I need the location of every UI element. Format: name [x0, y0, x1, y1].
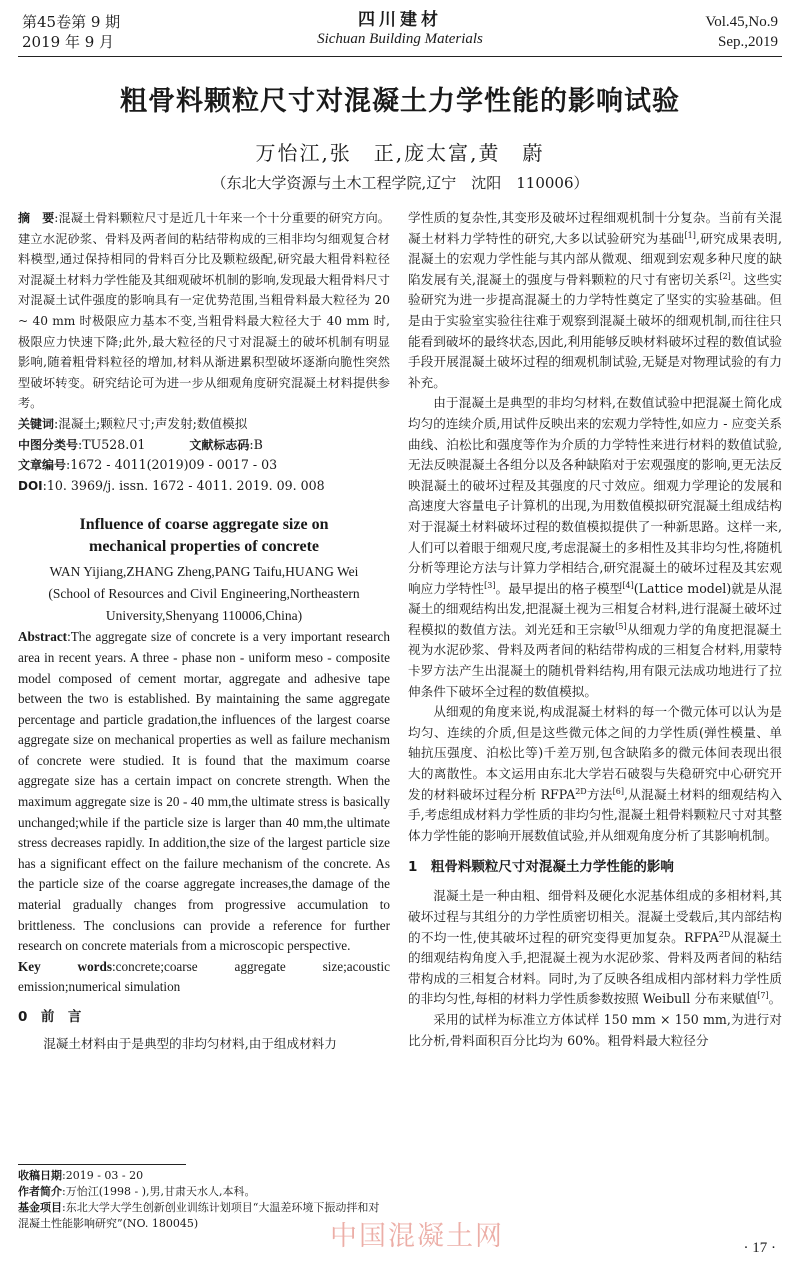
text-run: 学性质的复杂性,其变形及破坏过程细观机制十分复杂。当前有关混凝土材料力学特性的研究,大多以试验研究为基础	[408, 210, 782, 246]
abstract-en	[18, 627, 390, 957]
fund-label: 基金项目	[18, 1201, 62, 1214]
text-run: 由于混凝土是典型的非均匀材料,在数值试验中把混凝土简化成均匀的连续介质,用试件反映出来的宏观力学特性,如应力 - 应变关系曲线、泊松比和强度等作为介质的力学特性来进行材料的数值试验,无法反映混凝土各组分以及各种缺陷对于宏观强度的影响,更无法反映混凝土的破坏过程及其强度的尺寸效应。细观力学理论的发展和高速度大容量电子计算机的出现,为用数值模拟研究混凝土组成结构对于混凝土材料破坏过程的数值模拟提供了一种新思路。这样一来,人们可以着眼于细观尺度,考虑混凝土的多相性及其非均匀性,将随机分析等理论方法与计算力学相结合,研究混凝土的破坏过程及其宏观响应力学特性	[408, 395, 782, 596]
paper-title: 粗骨料颗粒尺寸对混凝土力学性能的影响试验	[120, 86, 680, 117]
keywords-en	[18, 957, 390, 998]
abstract-en-text: :The aggregate size of concrete is a very important research area in recent years. A three - phase non - uniform meso - composite model composed of cement mortar, aggregate and adhesive tape between the two is established. By maintaining the same aggregate percentage and particle gradation,the influences of the largest coarse aggregate size on mechanical properties as well as failure mechanism of concrete were studied. It is found that the maximum coarse aggregate size has a certain impact on concrete strength. When the maximum aggregate size is 20 - 40 mm,the ultimate stress is basically unchanged;while if the particle size is larger than 40 mm,the ultimate stress decreases rapidly. In addition,the size of the largest particle size has a significant effect on the failure mechanism of the concrete. As the particle size of the coarse aggregate increases,the damage of the material gradually changes from progressive accumulation to brittleness. The conclusions can provide a reference for further research on concrete materials from a microscopic perspective.	[18, 629, 390, 954]
citation-2: [2]	[719, 271, 731, 281]
intro-paragraph-1	[408, 208, 782, 393]
doc-code-label: 文献标志码	[189, 437, 250, 452]
journal-logo: 四川建材	[358, 10, 442, 30]
issue-date: 2019 年 9 月	[22, 33, 115, 51]
doi-text: :10. 3969/j. issn. 1672 - 4011. 2019. 09. 008	[42, 477, 325, 493]
article-number-label: 文章编号	[18, 458, 67, 473]
author-bio-label: 作者简介	[18, 1185, 62, 1198]
text-run: 。	[768, 991, 782, 1007]
running-header-right	[705, 12, 778, 52]
keywords-cn-text: :混凝土;颗粒尺寸;声发射;数值模拟	[54, 415, 248, 431]
doc-code-text: :B	[249, 436, 263, 452]
english-authors: WAN Yijiang,ZHANG Zheng,PANG Taifu,HUANG Wei	[49, 564, 359, 580]
received-date	[18, 1168, 390, 1184]
text-run: ,研究成果表明,混凝土的宏观力学性能与其内部从微观、细观到宏观多种尺度的缺陷发展有关,混凝土的强度与骨料颗粒的尺寸有密切关系	[408, 230, 782, 287]
section-1-paragraph-2: 采用的试样为标准立方体试样 150 mm × 150 mm,为进行对比分析,骨料面积百分比均为 60%。粗骨料最大粒径分	[408, 1011, 782, 1048]
superscript-2d: 2D	[575, 786, 587, 796]
received-label: 收稿日期	[18, 1169, 62, 1182]
author-list: 万怡江,张 正,庞太富,黄 蔚	[255, 141, 545, 165]
text-run: 从混凝土的细观结构角度入手,把混凝土视为水泥砂浆、骨料及两者间的粘结带构成的三相复合材料。同时,为了反映各组成相内部材料力学性质的非均匀性,每相的材料力学性质参数按照 Weibull 分布来赋值	[408, 929, 783, 1007]
page-number: · 17 ·	[743, 1240, 776, 1256]
citation-3: [3]	[484, 580, 496, 590]
header-rule	[18, 56, 782, 57]
journal-name: Sichuan Building Materials	[317, 31, 483, 47]
volume-issue: 第45卷第 9 期	[22, 13, 121, 31]
superscript-2d: 2D	[718, 929, 731, 939]
issue-date-en: Sep.,2019	[718, 34, 778, 50]
running-header-left	[22, 12, 120, 52]
citation-5: [5]	[615, 621, 627, 631]
fund-text: :东北大学大学生创新创业训练计划项目“大温差环境下振动拌和对混凝土性能影响研究”(NO. 180045)	[18, 1201, 380, 1230]
text-run: (Lattice model)就是从混凝土的细观结构出发,把混凝土视为三相复合材料,进行混凝土破坏过程模拟的数值方法。刘光廷和王宗敏	[408, 580, 782, 637]
section-0-heading: 0 前 言	[18, 1009, 82, 1025]
keywords-cn	[18, 414, 390, 435]
clc-text: :TU528.01	[78, 436, 146, 452]
abstract-cn	[18, 208, 390, 414]
english-affiliation-line1: (School of Resources and Civil Engineering,Northeastern	[48, 586, 360, 602]
text-run: 方法	[586, 786, 613, 802]
intro-paragraph-3	[408, 702, 782, 846]
journal-masthead	[280, 10, 520, 49]
received-text: :2019 - 03 - 20	[62, 1169, 144, 1182]
left-column	[18, 208, 390, 1055]
volume-issue-en: Vol.45,No.9	[705, 14, 778, 30]
article-number	[18, 455, 390, 476]
abstract-en-label: Abstract	[18, 629, 68, 645]
text-run: ,从混凝土材料的细观结构入手,考虑组成材料力学性质的非均匀性,混凝土粗骨料颗粒尺寸对其整体力学性能的影响开展数值试验,并从细观角度分析了其影响机制。	[408, 786, 783, 843]
abstract-cn-label: 摘 要	[18, 211, 55, 225]
keywords-cn-label: 关键词	[18, 416, 55, 431]
section-1-paragraph-1	[408, 886, 782, 1010]
citation-4: [4]	[622, 580, 634, 590]
section-0-paragraph: 混凝土材料由于是典型的非均匀材料,由于组成材料力	[43, 1036, 337, 1051]
english-affiliation-line2: University,Shenyang 110006,China)	[105, 608, 303, 624]
affiliation: （东北大学资源与土木工程学院,辽宁 沈阳 110006）	[211, 174, 589, 192]
english-title-line2: mechanical properties of concrete	[88, 538, 319, 556]
keywords-en-text: :concrete;coarse aggregate size;acoustic emission;numerical simulation	[18, 958, 390, 995]
author-bio-text: :万怡江(1998 - ),男,甘肃天水人,本科。	[62, 1185, 256, 1198]
text-run: 从细观力学的角度把混凝土视为水泥砂浆、骨料及两者间的粘结带构成的三相复合材料,用蒙特卡罗方法产生出混凝土的随机骨料结构,用有限元法成功地进行了拉伸条件下破坏全过程的数值模拟。	[408, 621, 783, 699]
english-title-line1: Influence of coarse aggregate size on	[79, 516, 329, 534]
right-column	[408, 208, 782, 1051]
classification-line	[18, 435, 390, 456]
text-run: 。这些实验研究为进一步提高混凝土的力学特性奠定了坚实的实验基础。但是由于实验室实验往往难于观察到混凝土破坏的细观机制,而往往只能看到破坏的最终状态,因此,利用能够反映材料破坏过程的数值试验手段开展混凝土破坏过程的细观机制试验,无疑是对物理试验的有力补充。	[408, 271, 783, 390]
keywords-en-label: Key words	[18, 958, 112, 974]
article-number-text: :1672 - 4011(2019)09 - 0017 - 03	[66, 457, 278, 473]
citation-6: [6]	[612, 786, 624, 796]
citation-1: [1]	[684, 230, 696, 240]
intro-paragraph-2	[408, 393, 782, 702]
watermark: 中国混凝土网	[330, 1221, 504, 1252]
clc-label: 中图分类号	[18, 437, 79, 452]
abstract-cn-text: :混凝土骨料颗粒尺寸是近几十年来一个十分重要的研究方向。建立水泥砂浆、骨料及两者间的粘结带构成的三相非均匀细观复合材料模型,通过保持相同的骨料百分比及颗粒级配,研究最大粗骨料粒径对混凝土材料力学性能及其细观破坏机制的影响,发现最大粗骨料尺寸对混凝土试件强度的影响具有一定优势范围,当粗骨料最大粒径为 20 ~ 40 mm 时极限应力基本不变,当粗骨料最大粒径大于 40 mm 时,极限应力快速下降;此外,最大粒径的尺寸对混凝土的破坏机制有明显影响,随着粗骨料粒径的增加,材料从渐进累积型破坏逐渐向脆性突然型破坏转变。研究结论可为进一步从细观角度研究混凝土材料提供参考。	[18, 211, 390, 411]
section-1-heading: 1 粗骨料颗粒尺寸对混凝土力学性能的影响	[408, 859, 674, 876]
text-run: 混凝土是一种由粗、细骨料及硬化水泥基体组成的多相材料,其破坏过程与其组分的力学性质密切相关。混凝土受载后,其内部结构的不均一性,使其破坏过程的研究变得更加复杂。RFPA	[408, 888, 782, 945]
author-bio	[18, 1184, 390, 1200]
text-run: 。最早提出的格子模型	[495, 580, 623, 596]
footnote-rule	[18, 1164, 186, 1165]
doi-line	[18, 476, 390, 497]
doi-label: DOI	[18, 478, 43, 493]
citation-7: [7]	[757, 991, 769, 1001]
text-run: 从细观的角度来说,构成混凝土材料的每一个微元体可以认为是均匀、连续的介质,但是这些微元体之间的力学性质(弹性模量、单轴抗压强度、泊松比等)千差万别,包含缺陷多的微元体间表现出很大的离散性。本文运用由东北大学岩石破裂与失稳研究中心研究开发的材料破坏过程分析 RFPA	[408, 704, 782, 802]
